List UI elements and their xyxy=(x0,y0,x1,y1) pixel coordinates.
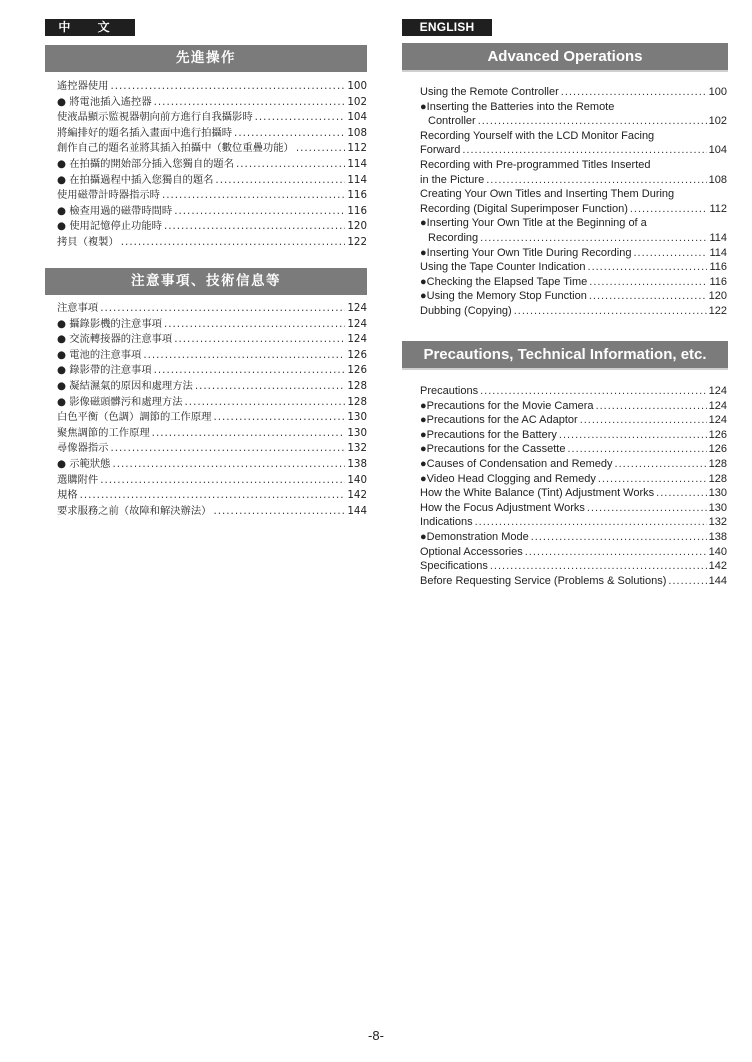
toc-entry-row xyxy=(420,260,727,275)
toc-entry-row xyxy=(57,379,367,395)
toc-entry-row xyxy=(420,143,727,158)
toc-entry-row xyxy=(57,126,367,142)
dot-leader xyxy=(598,472,707,487)
dot-leader xyxy=(633,246,707,261)
toc-entry-row xyxy=(420,574,727,589)
toc-entry-page-number: 132 xyxy=(708,516,727,529)
toc-entry-title: 規格 xyxy=(57,489,78,502)
toc-entry-page-number: 140 xyxy=(347,473,367,486)
toc-entry-title: Dubbing (Copying) xyxy=(420,304,512,317)
toc-entry xyxy=(420,515,727,530)
toc-entry-row xyxy=(420,530,727,545)
toc-entry-page-number: 108 xyxy=(347,126,367,139)
dot-leader xyxy=(154,95,346,111)
toc-entry-title: How the Focus Adjustment Works xyxy=(420,501,585,514)
toc-entry-page-number: 130 xyxy=(347,426,367,439)
toc-entry-title: 使用磁帶計時器指示時 xyxy=(57,189,160,202)
toc-entry xyxy=(57,379,367,395)
toc-entry xyxy=(420,486,727,501)
toc-entry-page-number: 130 xyxy=(347,411,367,424)
toc-entry-page-number: 142 xyxy=(708,560,727,573)
toc-entry-page-number: 116 xyxy=(347,189,367,202)
toc-entry-title: ● 交流轉接器的注意事項 xyxy=(57,333,173,346)
toc-entry-page-number: 116 xyxy=(709,275,727,288)
toc-entry-page-number: 142 xyxy=(347,489,367,502)
toc-entry-title: ●Precautions for the Movie Camera xyxy=(420,399,594,412)
toc-entry xyxy=(420,216,727,245)
toc-entry-row xyxy=(57,204,367,220)
dot-leader xyxy=(596,399,707,414)
toc-entry-page-number: 124 xyxy=(708,414,727,427)
toc-entry-page-number: 124 xyxy=(347,333,367,346)
toc-entry-page-number: 128 xyxy=(708,457,727,470)
dot-leader xyxy=(110,79,345,95)
toc-entry-title: ● 影像磁頭髒污和處理方法 xyxy=(57,395,183,408)
toc-entry xyxy=(57,441,367,457)
toc-entry-title: ●Using the Memory Stop Function xyxy=(420,290,587,303)
toc-entry-page-number: 104 xyxy=(347,111,367,124)
toc-entry-title: ●Demonstration Mode xyxy=(420,530,529,543)
dot-leader xyxy=(154,363,346,379)
toc-entry-row xyxy=(57,410,367,426)
toc-entry-row xyxy=(420,85,727,100)
dot-leader xyxy=(80,488,346,504)
toc-entry xyxy=(420,246,727,261)
toc-entry-page-number: 144 xyxy=(708,574,727,587)
chinese-language-tag: 中 文 xyxy=(45,19,135,36)
toc-entry-title: How the White Balance (Tint) Adjustment Works xyxy=(420,487,655,500)
toc-entry-row xyxy=(420,231,727,246)
toc-entry-title: ● 檢查用過的磁帶時間時 xyxy=(57,204,173,217)
toc-entry xyxy=(420,129,727,158)
section-heading-precautions-en: Precautions, Technical Information, etc. xyxy=(402,341,728,368)
toc-entry-row xyxy=(57,110,367,126)
toc-entry-title: 注意事項 xyxy=(57,302,99,314)
dot-leader xyxy=(234,126,345,142)
toc-entry-title: 尋像器指示 xyxy=(57,442,109,455)
toc-entry-row xyxy=(57,488,367,504)
toc-entry-title: ● 使用記憶停止功能時 xyxy=(57,220,162,233)
toc-entry xyxy=(420,158,727,187)
toc-entry xyxy=(420,100,727,129)
toc-entry xyxy=(420,384,727,399)
toc-entry xyxy=(57,348,367,364)
toc-entry-row xyxy=(57,157,367,173)
toc-entry-row xyxy=(420,486,727,501)
toc-entry-title: ● 凝結濕氣的原因和處理方法 xyxy=(57,379,193,392)
toc-entry-title: 白色平衡（色調）調節的工作原理 xyxy=(57,411,212,424)
dot-leader xyxy=(531,530,707,545)
toc-entry-page-number: 130 xyxy=(708,487,727,500)
toc-entry-page-number: 112 xyxy=(709,202,727,215)
section-heading-advanced-operations-en: Advanced Operations xyxy=(402,43,728,70)
toc-entry xyxy=(57,363,367,379)
toc-entry xyxy=(420,559,727,574)
toc-entry-first-line: ●Inserting the Batteries into the Remote xyxy=(420,100,615,113)
toc-entry-row xyxy=(420,442,727,457)
dot-leader xyxy=(215,173,345,189)
toc-entry-page-number: 128 xyxy=(708,472,727,485)
dot-leader xyxy=(185,395,346,411)
toc-entry-row xyxy=(57,317,367,333)
dot-leader xyxy=(213,504,345,520)
toc-entry xyxy=(57,141,367,157)
toc-entry-row xyxy=(420,114,727,129)
toc-entry-page-number: 112 xyxy=(347,142,367,155)
toc-entry-row xyxy=(57,441,367,457)
toc-entry-title: Before Requesting Service (Problems & Solutions) xyxy=(420,574,667,587)
toc-entry-title: Using the Remote Controller xyxy=(420,86,559,98)
toc-entry-first-line: Recording with Pre-programmed Titles Inserted xyxy=(420,158,651,171)
toc-entry-title: Recording xyxy=(428,231,479,244)
toc-entry-title: ● 電池的注意事項 xyxy=(57,348,142,361)
toc-entry-page-number: 124 xyxy=(708,399,727,412)
toc-entry xyxy=(57,395,367,411)
toc-entry-title: 將編排好的題名插入畫面中進行拍攝時 xyxy=(57,126,233,139)
dot-leader xyxy=(213,410,345,426)
toc-entry-row xyxy=(57,95,367,111)
toc-entry-page-number: 138 xyxy=(347,457,367,470)
toc-entry-page-number: 132 xyxy=(347,442,367,455)
toc-entry xyxy=(420,501,727,516)
toc-entry-title: ● 在拍攝過程中插入您獨自的題名 xyxy=(57,173,214,186)
toc-entry-title: 使液晶顯示監視器朝向前方進行自我攝影時 xyxy=(57,111,253,124)
toc-entry-row xyxy=(420,246,727,261)
toc-list-precautions-zh xyxy=(57,301,367,519)
dot-leader xyxy=(296,141,346,157)
toc-entry-page-number: 126 xyxy=(347,348,367,361)
toc-entry xyxy=(57,126,367,142)
toc-entry xyxy=(57,301,367,317)
dot-leader xyxy=(462,143,706,158)
toc-entry-page-number: 128 xyxy=(347,395,367,408)
toc-entry xyxy=(420,457,727,472)
toc-entry xyxy=(57,426,367,442)
dot-leader xyxy=(478,114,707,129)
toc-entry-title: Recording (Digital Superimposer Function) xyxy=(420,202,628,215)
toc-entry-first-line: ●Inserting Your Own Title at the Beginning of a xyxy=(420,217,647,230)
toc-entry-row xyxy=(420,399,727,414)
toc-list-advanced-operations-en xyxy=(420,85,727,319)
toc-entry-first-line: Creating Your Own Titles and Inserting Them During xyxy=(420,188,675,201)
toc-entry xyxy=(57,488,367,504)
dot-leader xyxy=(236,157,345,173)
toc-entry-page-number: 124 xyxy=(708,385,727,397)
toc-entry-page-number: 120 xyxy=(708,290,727,303)
toc-entry-title: Optional Accessories xyxy=(420,545,523,558)
dot-leader xyxy=(480,231,707,246)
toc-entry-row xyxy=(420,413,727,428)
dot-leader xyxy=(174,332,345,348)
dot-leader xyxy=(514,304,707,319)
toc-entry-row xyxy=(57,457,367,473)
toc-entry-page-number: 116 xyxy=(709,261,727,274)
toc-entry-title: Using the Tape Counter Indication xyxy=(420,261,586,274)
toc-entry xyxy=(57,317,367,333)
toc-entry-title: Indications xyxy=(420,516,473,529)
toc-entry xyxy=(420,187,727,216)
toc-entry-page-number: 114 xyxy=(347,157,367,170)
toc-entry-row xyxy=(57,141,367,157)
toc-entry-page-number: 124 xyxy=(347,317,367,330)
dot-leader xyxy=(561,85,707,100)
toc-entry-page-number: 108 xyxy=(708,173,727,186)
toc-entry xyxy=(420,530,727,545)
toc-entry-row xyxy=(57,301,367,317)
dot-leader xyxy=(121,235,346,251)
dot-leader xyxy=(587,501,707,516)
toc-entry xyxy=(420,289,727,304)
toc-entry xyxy=(420,304,727,319)
toc-entry-row xyxy=(57,173,367,189)
toc-entry-page-number: 128 xyxy=(347,379,367,392)
toc-entry xyxy=(57,173,367,189)
dot-leader xyxy=(112,457,345,473)
toc-entry-row xyxy=(420,457,727,472)
dot-leader xyxy=(143,348,345,364)
toc-entry-title: ●Video Head Clogging and Remedy xyxy=(420,472,596,485)
dot-leader xyxy=(100,473,345,489)
toc-entry-title: ● 錄影帶的注意事項 xyxy=(57,364,152,377)
toc-entry-page-number: 138 xyxy=(708,530,727,543)
dot-leader xyxy=(589,275,707,290)
toc-entry xyxy=(420,260,727,275)
toc-entry-row xyxy=(420,289,727,304)
dot-leader xyxy=(152,426,346,442)
section-heading-precautions-zh: 注意事項、技術信息等 xyxy=(45,268,367,295)
dot-leader xyxy=(567,442,706,457)
toc-entry-title: Specifications xyxy=(420,560,488,573)
toc-entry-row xyxy=(420,384,727,399)
toc-list-precautions-en xyxy=(420,384,727,588)
dot-leader xyxy=(656,486,706,501)
toc-entry-page-number: 102 xyxy=(708,115,727,128)
toc-entry xyxy=(420,442,727,457)
dot-leader xyxy=(630,202,708,217)
toc-entry-title: 選購附件 xyxy=(57,473,99,486)
toc-entry-title: 遙控器使用 xyxy=(57,80,109,92)
toc-entry xyxy=(57,473,367,489)
toc-entry-page-number: 114 xyxy=(709,231,727,244)
toc-entry xyxy=(57,332,367,348)
dot-leader xyxy=(480,384,707,399)
toc-entry xyxy=(57,457,367,473)
toc-entry-title: in the Picture xyxy=(420,173,485,186)
toc-entry-page-number: 120 xyxy=(347,220,367,233)
page-number: -8- xyxy=(368,1028,384,1043)
toc-entry-row xyxy=(57,332,367,348)
toc-entry-page-number: 144 xyxy=(347,504,367,517)
toc-entry-title: 創作自己的題名並將其插入拍攝中（數位重疊功能） xyxy=(57,142,294,155)
toc-entry-title: Forward xyxy=(420,144,461,157)
toc-entry-row xyxy=(57,395,367,411)
toc-entry-row xyxy=(57,219,367,235)
toc-entry xyxy=(57,204,367,220)
toc-entry xyxy=(57,110,367,126)
dot-leader xyxy=(164,317,345,333)
toc-entry-row xyxy=(57,235,367,251)
dot-leader xyxy=(164,219,345,235)
dot-leader xyxy=(255,110,346,126)
dot-leader xyxy=(110,441,345,457)
toc-entry-page-number: 126 xyxy=(347,364,367,377)
toc-entry-page-number: 140 xyxy=(708,545,727,558)
toc-entry-row xyxy=(420,428,727,443)
toc-entry-title: ●Checking the Elapsed Tape Time xyxy=(420,275,588,288)
toc-entry-row xyxy=(420,515,727,530)
section-heading-advanced-operations-zh: 先進操作 xyxy=(45,45,367,72)
toc-entry xyxy=(420,545,727,560)
toc-entry-title: ●Inserting Your Own Title During Recording xyxy=(420,246,632,259)
english-language-tag: ENGLISH xyxy=(402,19,492,36)
toc-entry-title: Controller xyxy=(428,115,476,128)
toc-entry-page-number: 102 xyxy=(347,95,367,108)
toc-entry xyxy=(420,413,727,428)
toc-entry-row xyxy=(420,501,727,516)
toc-entry-row xyxy=(420,173,727,188)
toc-entry-page-number: 122 xyxy=(708,304,727,317)
toc-entry-page-number: 116 xyxy=(347,204,367,217)
toc-entry-row xyxy=(57,348,367,364)
toc-entry xyxy=(420,574,727,589)
toc-entry-page-number: 100 xyxy=(347,80,367,92)
toc-entry xyxy=(420,85,727,100)
dot-leader xyxy=(589,289,707,304)
toc-entry-title: 要求服務之前（故障和解決辦法） xyxy=(57,504,212,517)
dot-leader xyxy=(486,173,706,188)
toc-entry xyxy=(57,410,367,426)
toc-entry-page-number: 122 xyxy=(347,235,367,248)
toc-entry-page-number: 114 xyxy=(347,173,367,186)
dot-leader xyxy=(174,204,345,220)
toc-entry-row xyxy=(57,426,367,442)
toc-entry-page-number: 126 xyxy=(708,428,727,441)
toc-entry xyxy=(420,275,727,290)
toc-entry-title: ●Precautions for the Cassette xyxy=(420,443,566,456)
toc-entry-title: ●Precautions for the Battery xyxy=(420,428,557,441)
dot-leader xyxy=(525,545,707,560)
toc-entry-row xyxy=(57,79,367,95)
toc-entry-title: Precautions xyxy=(420,385,479,397)
toc-entry xyxy=(57,79,367,95)
dot-leader xyxy=(490,559,707,574)
dot-leader xyxy=(162,188,345,204)
toc-entry-page-number: 100 xyxy=(708,86,727,98)
toc-entry-row xyxy=(420,304,727,319)
toc-entry xyxy=(57,219,367,235)
dot-leader xyxy=(475,515,707,530)
toc-entry xyxy=(420,399,727,414)
dot-leader xyxy=(668,574,706,589)
toc-entry-row xyxy=(420,545,727,560)
toc-entry-title: 聚焦調節的工作原理 xyxy=(57,426,150,439)
toc-entry-row xyxy=(57,504,367,520)
toc-entry-row xyxy=(420,275,727,290)
toc-entry-page-number: 126 xyxy=(708,443,727,456)
toc-entry-row xyxy=(420,202,727,217)
toc-entry-page-number: 104 xyxy=(708,144,727,157)
toc-entry-title: ●Causes of Condensation and Remedy xyxy=(420,457,613,470)
toc-entry-title: ● 示範狀態 xyxy=(57,457,111,470)
toc-entry-row xyxy=(57,363,367,379)
toc-entry-title: ● 在拍攝的開始部分插入您獨自的題名 xyxy=(57,157,235,170)
dot-leader xyxy=(559,428,707,443)
toc-entry-row xyxy=(57,473,367,489)
toc-entry xyxy=(57,95,367,111)
toc-entry-page-number: 130 xyxy=(708,501,727,514)
toc-entry xyxy=(420,428,727,443)
toc-entry-row xyxy=(420,559,727,574)
toc-entry-page-number: 114 xyxy=(709,246,727,259)
toc-entry-row xyxy=(57,188,367,204)
toc-entry xyxy=(57,235,367,251)
dot-leader xyxy=(195,379,346,395)
dot-leader xyxy=(615,457,707,472)
dot-leader xyxy=(588,260,708,275)
toc-entry-title: 拷貝（複製） xyxy=(57,235,119,248)
toc-entry-row xyxy=(420,472,727,487)
toc-entry-title: ● 將電池插入遙控器 xyxy=(57,95,152,108)
dot-leader xyxy=(100,301,345,317)
toc-entry xyxy=(420,472,727,487)
toc-entry xyxy=(57,504,367,520)
toc-entry-first-line: Recording Yourself with the LCD Monitor Facing xyxy=(420,129,655,142)
toc-entry xyxy=(57,157,367,173)
toc-entry-title: ●Precautions for the AC Adaptor xyxy=(420,414,578,427)
dot-leader xyxy=(580,413,707,428)
toc-list-advanced-operations-zh xyxy=(57,79,367,251)
toc-entry-page-number: 124 xyxy=(347,302,367,314)
toc-entry xyxy=(57,188,367,204)
toc-entry-title: ● 攝錄影機的注意事項 xyxy=(57,317,162,330)
